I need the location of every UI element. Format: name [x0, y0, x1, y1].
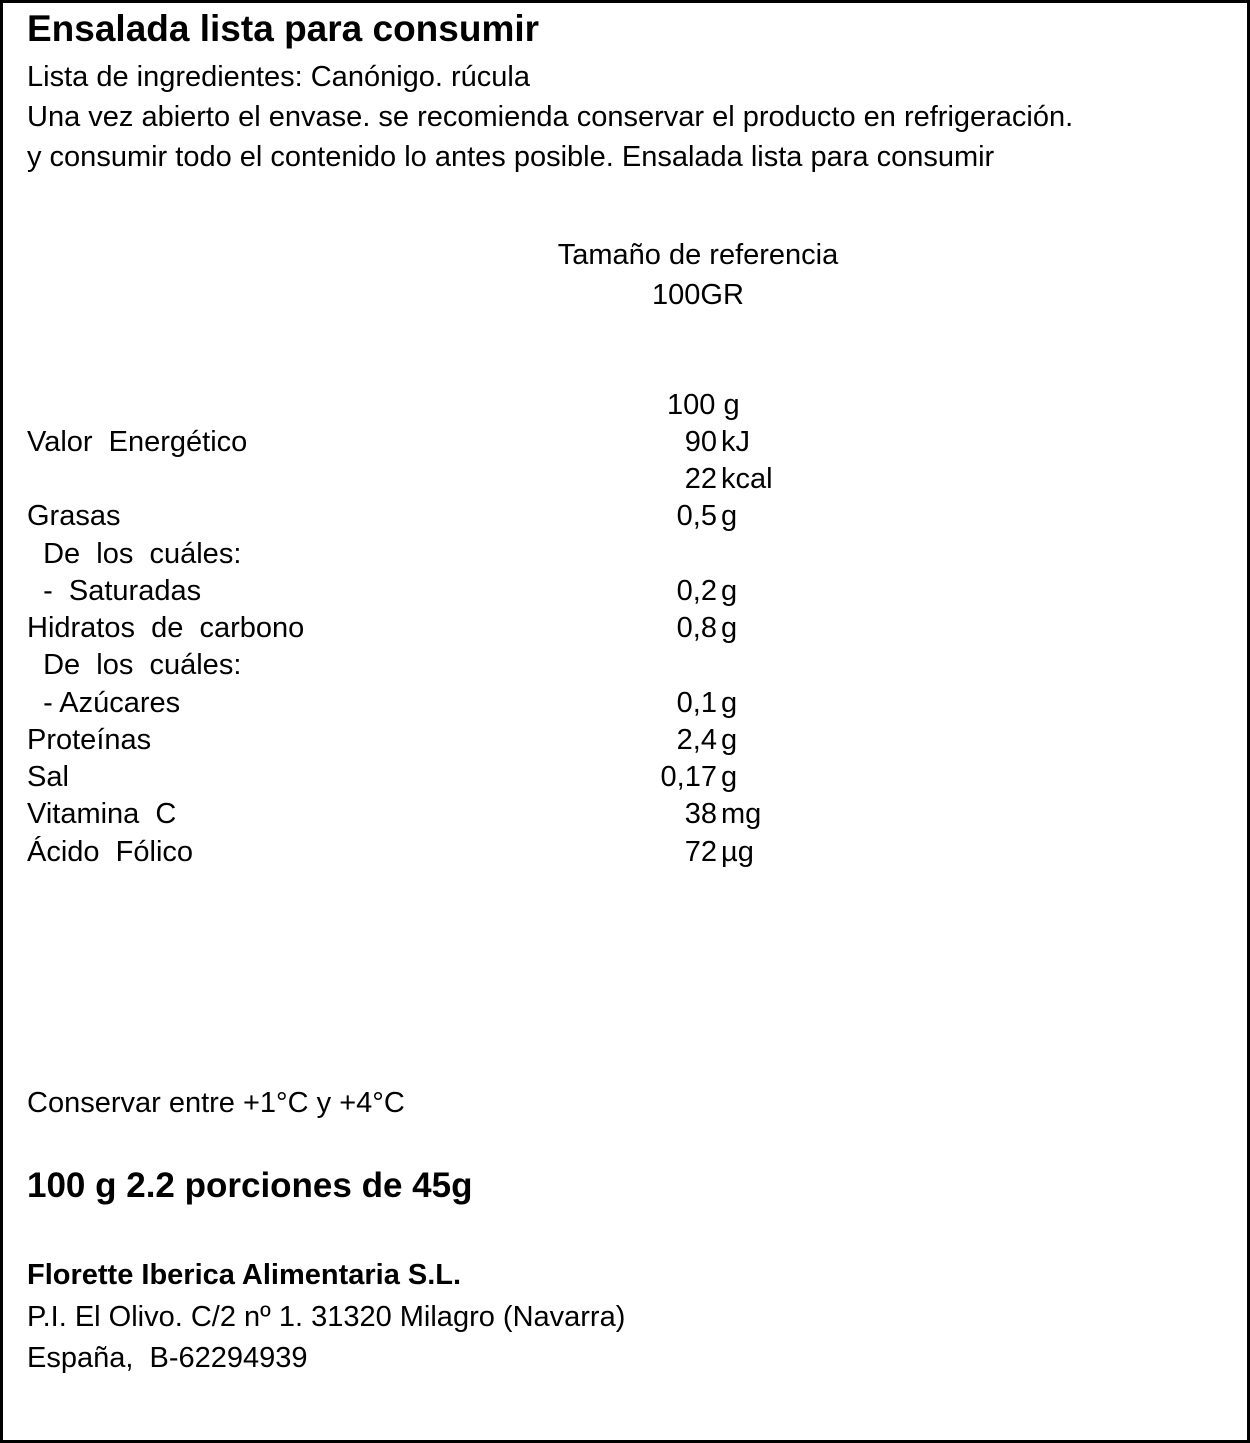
- nutrient-unit: g: [721, 500, 738, 532]
- nutrient-label: Hidratos de carbono: [27, 612, 305, 644]
- nutrition-row-energy-kj: [3, 428, 1247, 465]
- nutrient-label: Valor Energético: [27, 426, 248, 458]
- company-country-id: España, B-62294939: [27, 1342, 308, 1374]
- nutrient-unit: g: [721, 724, 738, 756]
- nutrient-label: Sal: [27, 761, 69, 793]
- nutrient-value: 22: [684, 463, 717, 495]
- nutrient-value: 0,8: [676, 612, 717, 644]
- storage-instructions-line-2: y consumir todo el contenido lo antes posible. Ensalada lista para consumir: [27, 141, 995, 173]
- nutrition-row-vitamin-c: [3, 800, 1247, 837]
- nutrient-value: 0,1: [676, 687, 717, 719]
- nutrient-label: De los cuáles:: [27, 538, 242, 570]
- nutrient-unit: kcal: [721, 463, 773, 495]
- nutrient-value: 2,4: [676, 724, 717, 756]
- nutrient-unit: g: [721, 612, 738, 644]
- nutrition-row-fat-of-which: [3, 540, 1247, 577]
- nutrition-row-protein: [3, 726, 1247, 763]
- nutrient-label: - Saturadas: [27, 575, 202, 607]
- nutrient-value: 72: [684, 836, 717, 868]
- nutrient-value: 0,5: [676, 500, 717, 532]
- nutrient-label: Grasas: [27, 500, 121, 532]
- nutrient-unit: g: [721, 761, 738, 793]
- nutrient-unit: g: [721, 575, 738, 607]
- reference-size-label: Tamaño de referencia: [557, 239, 839, 271]
- nutrition-row-carbs-of-which: [3, 651, 1247, 688]
- nutrient-value: 38: [684, 798, 717, 830]
- nutrition-row-saturates: [3, 577, 1247, 614]
- product-title: Ensalada lista para consumir: [27, 8, 540, 49]
- nutrient-label: Proteínas: [27, 724, 152, 756]
- nutrition-row-fat: [3, 502, 1247, 539]
- nutrition-row-salt: [3, 763, 1247, 800]
- storage-temperature: Conservar entre +1°C y +4°C: [27, 1087, 405, 1119]
- nutrition-row-folic-acid: [3, 838, 1247, 875]
- nutrition-row-energy-kcal: [3, 465, 1247, 502]
- ingredients-list: Lista de ingredientes: Canónigo. rúcula: [27, 61, 530, 93]
- nutrition-column-header: 100 g: [667, 389, 740, 421]
- nutrient-unit: kJ: [721, 426, 750, 458]
- company-name: Florette Iberica Alimentaria S.L.: [27, 1259, 462, 1291]
- nutrient-label: - Azúcares: [27, 687, 181, 719]
- nutrient-unit: g: [721, 687, 738, 719]
- nutrient-label: De los cuáles:: [27, 649, 242, 681]
- storage-instructions-line-1: Una vez abierto el envase. se recomienda conservar el producto en refrigeración.: [27, 101, 1074, 133]
- nutrition-row-carbohydrates: [3, 614, 1247, 651]
- nutrient-unit: µg: [721, 836, 754, 868]
- nutrient-label: Ácido Fólico: [27, 836, 194, 868]
- nutrition-row-sugars: [3, 689, 1247, 726]
- nutrient-value: 0,17: [660, 761, 717, 793]
- nutrient-value: 90: [684, 426, 717, 458]
- nutrient-unit: mg: [721, 798, 762, 830]
- nutrient-value: 0,2: [676, 575, 717, 607]
- reference-size-value: 100GR: [652, 279, 744, 311]
- company-address: P.I. El Olivo. C/2 nº 1. 31320 Milagro (Navarra): [27, 1301, 626, 1333]
- portions-info: 100 g 2.2 porciones de 45g: [27, 1166, 473, 1205]
- nutrient-label: Vitamina C: [27, 798, 177, 830]
